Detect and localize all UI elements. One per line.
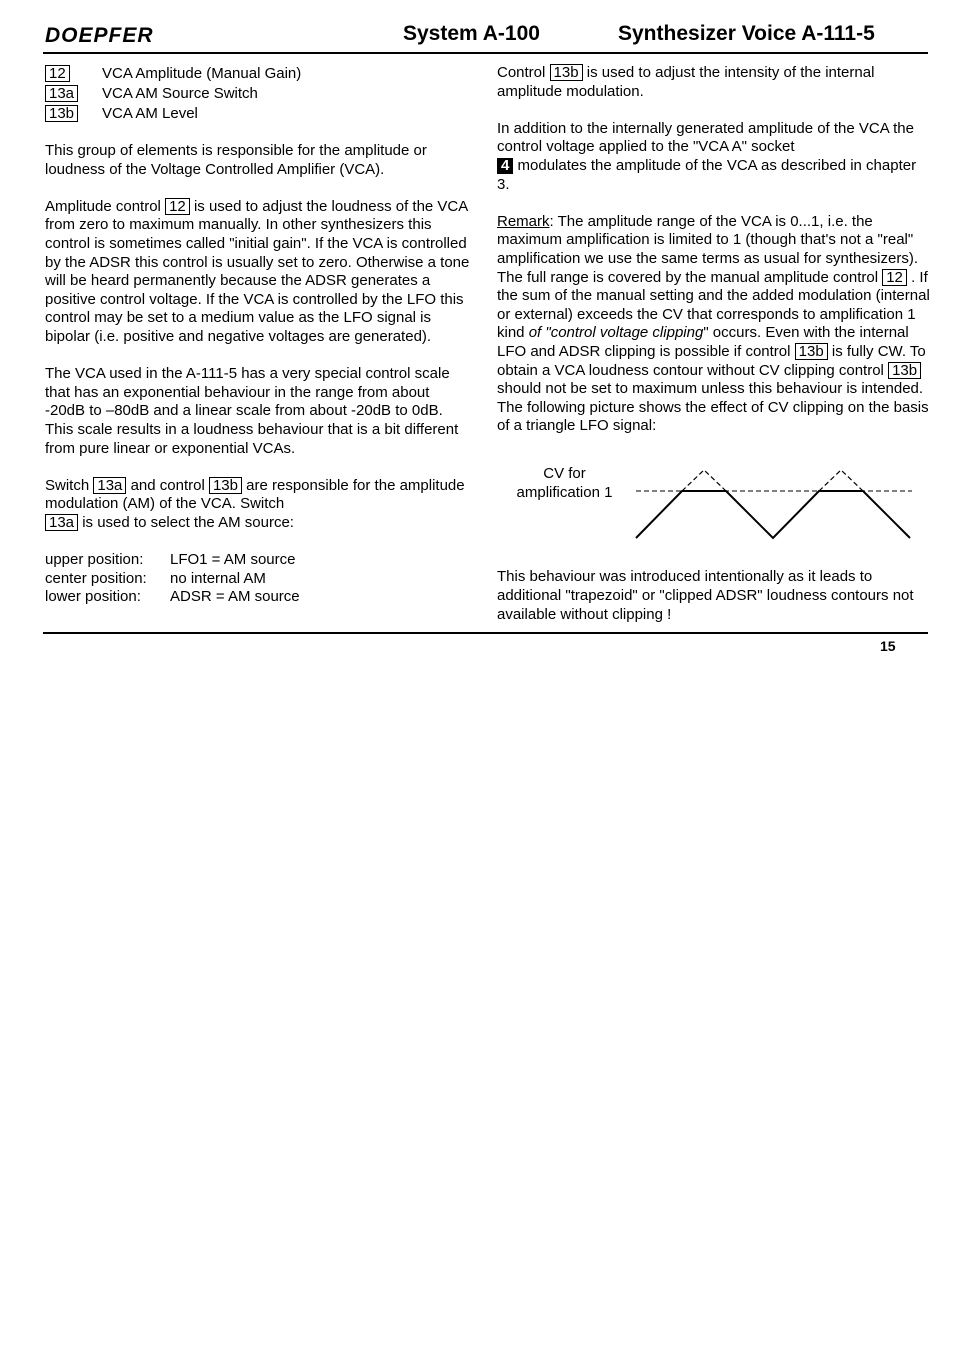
position-row	[45, 588, 473, 607]
figure-label-line: CV for	[543, 465, 586, 483]
text-span: Switch	[45, 476, 90, 494]
behaviour-paragraph: This behaviour was introduced intentionally as it leads to additional "trapezoid" or "clipped ADSR" loudness contours not available without clipping !	[497, 568, 914, 623]
intro-paragraph: This group of elements is responsible for the amplitude or loudness of the Voltage Controlled Amplifier (VCA).	[45, 142, 427, 178]
position-row	[45, 551, 473, 570]
text-span: should not be set to maximum unless this behaviour is intended. The following picture shows the effect of CV clipping on the basis of a triangle LFO signal:	[497, 380, 929, 435]
control-ref-box: 13b	[45, 105, 78, 122]
italic-span: of "control voltage clipping	[528, 324, 704, 342]
legend-row	[45, 104, 473, 124]
am-intensity-paragraph	[497, 64, 930, 101]
control-ref-box: 12	[165, 198, 190, 215]
legend-row	[45, 64, 473, 84]
doepfer-logo: DOEPFER	[45, 24, 154, 47]
am-paragraph	[45, 477, 473, 533]
socket-ref-box: 4	[497, 158, 513, 174]
remark-paragraph	[497, 213, 930, 436]
position-key: lower position:	[45, 588, 141, 606]
footer-rule	[43, 632, 928, 634]
control-ref-box: 13a	[45, 85, 78, 102]
text-span: is fully CW. To obtain a VCA loudness contour without CV clipping control	[497, 342, 926, 379]
position-value: LFO1 = AM source	[170, 551, 296, 569]
module-title: Synthesizer Voice A-111-5	[618, 22, 875, 45]
legend-label: VCA AM Source Switch	[102, 84, 258, 102]
control-ref-box: 12	[882, 269, 907, 286]
vca-scale-paragraph: The VCA used in the A-111-5 has a very special control scale that has an exponential behaviour in the range from about -20dB to –80dB and a linear scale from about -20dB to 0dB. This scale results in a loudness behaviour that is a bit different from pure linear or exponential VCAs.	[45, 365, 459, 457]
clipped-triangle-diagram	[634, 454, 914, 550]
position-row	[45, 570, 473, 589]
text-span: " occurs. Even with the internal LFO and ADSR clipping is possible if control	[497, 324, 909, 360]
text-span: and control	[130, 476, 205, 494]
left-column	[45, 64, 473, 607]
text-span: . If the sum of the manual setting and the added modulation (internal or external) exceeds the CV that corresponds to amplification 1 kind	[497, 268, 930, 342]
control-ref-box: 13b	[795, 343, 828, 360]
position-key: center position:	[45, 569, 147, 587]
text-span: : The amplitude range of the VCA is 0...1, i.e. the maximum amplification is limited to 1 (though that's not a "real" amplification we use the same terms as usual for synthesizers). The full range is covered by the manual amplitude control	[497, 212, 919, 286]
control-ref-box: 13a	[93, 477, 126, 494]
legend-row	[45, 84, 473, 104]
control-legend	[45, 64, 473, 124]
text-span: is used to adjust the intensity of the internal amplitude modulation.	[497, 64, 875, 100]
switch-positions	[45, 551, 473, 607]
control-ref-box: 13b	[209, 477, 242, 494]
right-column	[497, 64, 930, 643]
control-ref-box: 13b	[550, 64, 583, 81]
figure-label-line: amplification 1	[516, 484, 613, 502]
clipped-peak-dashed	[682, 470, 726, 491]
position-value: ADSR = AM source	[170, 588, 300, 606]
text-span: is used to select the AM source:	[82, 513, 294, 531]
remark-label: Remark	[497, 212, 550, 230]
control-ref-box: 12	[45, 65, 70, 82]
clipped-peak-dashed	[819, 470, 863, 491]
text-span: is used to adjust the loudness of the VCA from zero to maximum manually. In other synthesizers this control is sometimes called "initial gain". If the VCA is controlled by the ADSR this control is usually set to zero. Otherwise a tone will be heard permanently because the ADSR generates a positive control voltage. If the VCA is controlled by the LFO this control may be set to a medium value as the LFO signal is bipolar (i.e. positive and negative voltages are generated).	[45, 197, 470, 345]
page-number: 15	[880, 638, 896, 654]
text-span: Amplitude control	[45, 197, 161, 215]
position-key: upper position:	[45, 551, 144, 569]
control-ref-box: 13a	[45, 514, 78, 531]
control-ref-box: 13b	[888, 362, 921, 379]
text-span: are responsible for the amplitude modulation (AM) of the VCA. Switch	[45, 476, 465, 513]
position-value: no internal AM	[170, 569, 266, 587]
system-title: System A-100	[403, 22, 540, 45]
clipped-triangle-wave	[636, 491, 910, 538]
legend-label: VCA Amplitude (Manual Gain)	[102, 64, 302, 82]
clipping-figure	[497, 454, 930, 550]
text-span: Control	[497, 64, 546, 81]
text-span: In addition to the internally generated amplitude of the VCA the control voltage applied to the "VCA A" socket	[497, 119, 914, 156]
vca-socket-paragraph	[497, 120, 930, 194]
figure-label	[497, 464, 632, 502]
page-header	[43, 18, 928, 54]
text-span: modulates the amplitude of the VCA as described in chapter 3.	[497, 156, 917, 193]
legend-label: VCA AM Level	[102, 104, 198, 122]
amplitude-paragraph	[45, 198, 473, 347]
